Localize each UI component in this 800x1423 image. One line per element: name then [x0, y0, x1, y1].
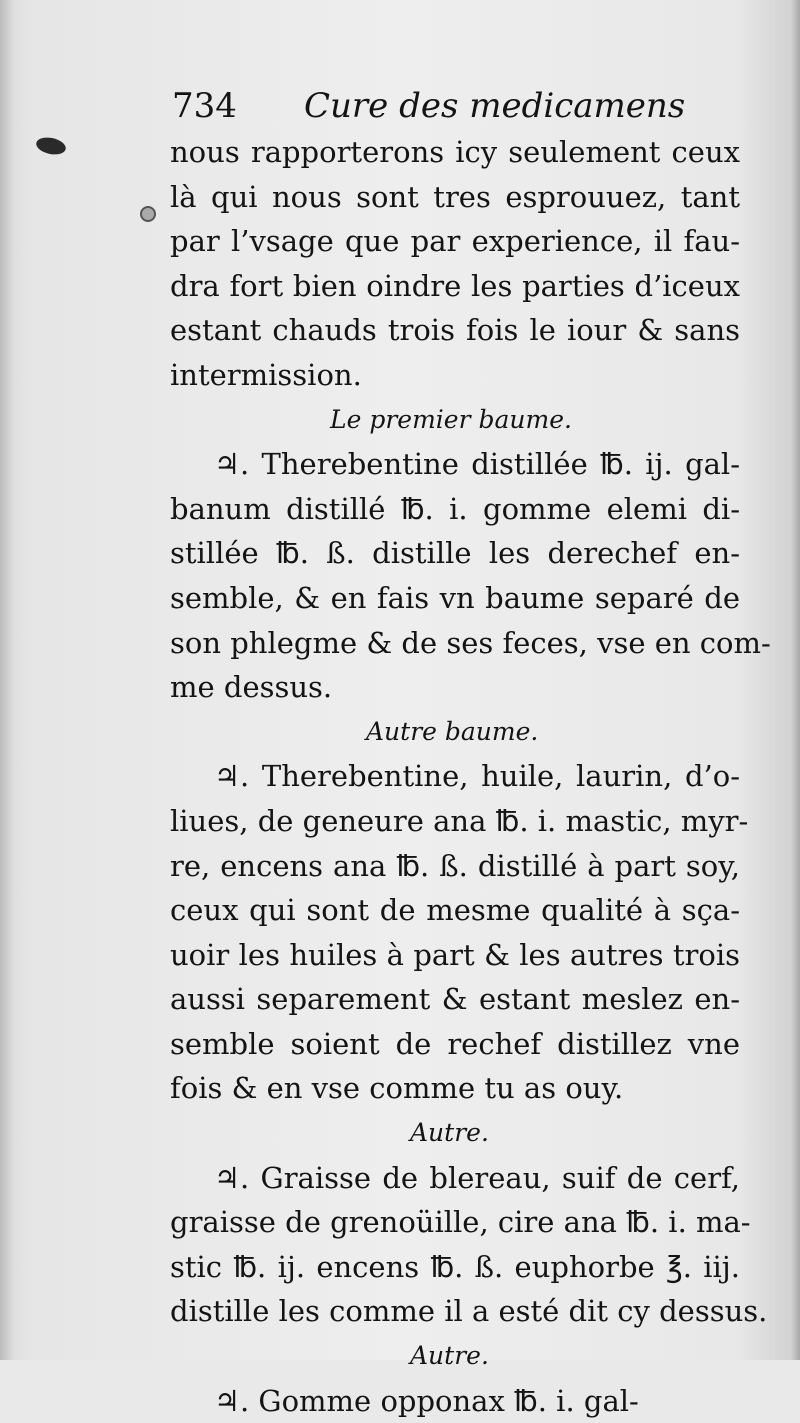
- text-line: ♃. Therebentine distillée ℔. ij. gal-: [214, 447, 740, 482]
- section-heading: Le premier baume.: [330, 404, 572, 434]
- body-text: [170, 130, 771, 1423]
- text-line: stillée ℔. ß. distille les derechef en-: [170, 536, 740, 571]
- text-line: re, encens ana ℔. ß. distillé à part soy,: [170, 848, 740, 883]
- running-title: Cure des medicamens: [304, 86, 686, 126]
- text-line: par l’vsage que par experience, il fau-: [170, 224, 740, 259]
- text-line: intermission.: [170, 357, 362, 392]
- text-line: son phlegme & de ses feces, vse en com-: [170, 625, 771, 660]
- text-line: distille les comme il a esté dit cy dessus.: [170, 1294, 768, 1329]
- text-line: dra fort bien oindre les parties d’iceux: [170, 268, 740, 303]
- section-heading: Autre.: [410, 1118, 489, 1148]
- text-line: ♃. Therebentine, huile, laurin, d’o-: [214, 759, 740, 794]
- text-line: uoir les huiles à part & les autres trois: [170, 937, 740, 972]
- page-right-edge: [790, 0, 800, 1360]
- page-number: 734: [172, 86, 237, 126]
- text-line: liues, de geneure ana ℔. i. mastic, myr-: [170, 803, 749, 838]
- page-header: [172, 84, 772, 128]
- ink-blot: [35, 135, 68, 157]
- text-line: ♃. Gomme opponax ℔. i. gal-: [214, 1383, 639, 1418]
- text-line: semble, & en fais vn baume separé de: [170, 580, 740, 615]
- text-line: aussi separement & estant meslez en-: [170, 982, 740, 1017]
- ink-dot: [140, 206, 156, 222]
- text-line: me dessus.: [170, 670, 333, 705]
- text-line: semble soient de rechef distillez vne: [170, 1026, 740, 1061]
- page-left-edge: [0, 0, 14, 1360]
- text-line: fois & en vse comme tu as ouy.: [170, 1071, 624, 1106]
- section-heading: Autre.: [410, 1341, 489, 1371]
- text-line: ♃. Graisse de blereau, suif de cerf,: [214, 1160, 740, 1195]
- text-line: banum distillé ℔. i. gomme elemi di-: [170, 491, 740, 526]
- section-heading: Autre baume.: [366, 716, 539, 746]
- text-line: stic ℔. ij. encens ℔. ß. euphorbe ℥. iij.: [170, 1249, 740, 1284]
- text-line: nous rapporterons icy seulement ceux: [170, 135, 740, 169]
- text-line: ceux qui sont de mesme qualité à sça-: [170, 893, 740, 928]
- text-line: graisse de grenoüille, cire ana ℔. i. ma-: [170, 1205, 751, 1240]
- text-line: estant chauds trois fois le iour & sans: [170, 313, 740, 348]
- text-line: là qui nous sont tres esprouuez, tant: [170, 179, 740, 214]
